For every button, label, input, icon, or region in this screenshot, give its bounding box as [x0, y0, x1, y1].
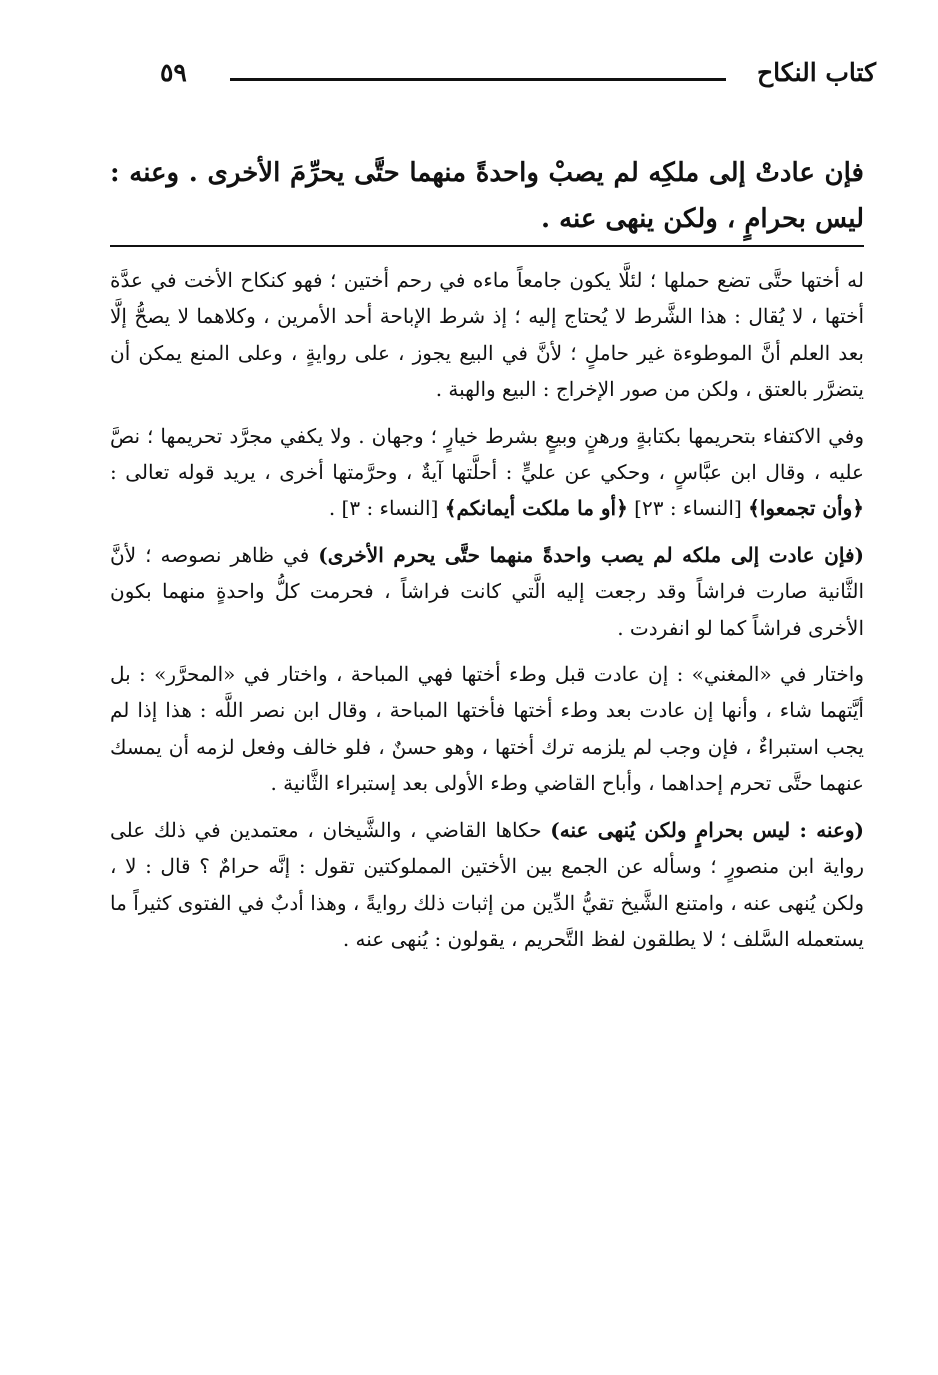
matn-quote-1: (فإن عادت إلى ملكه لم يصب واحدةً منهما حتَّى يحرم الأخرى) — [318, 542, 864, 567]
paragraph-2-text: وفي الاكتفاء بتحريمها بكتابةٍ ورهنٍ وبيعٍ بشرط خيارٍ ؛ وجهان . ولا يكفي مجرَّد تحريمها ؛ نصَّ عليه ، وقال ابن عبَّاسٍ ، وحكي عن عليٍّ : أحلَّتها آيةٌ ، وحرَّمتها أخرى ، يريد قوله تعالى : — [110, 423, 864, 485]
running-title: كتاب النكاح — [757, 58, 876, 87]
header-rule — [230, 78, 726, 81]
matn-line-1: فإن عادتْ إلى ملكِه لم يصبْ واحدةً منهما حتَّى يحرِّمَ الأخرى . وعنه : — [110, 158, 864, 188]
quran-quote-2: ﴿أو ما ملكت أيمانكم﴾ — [444, 496, 628, 521]
matn-line-2: ليس بحرامٍ ، ولكن ينهى عنه . — [540, 204, 864, 234]
page-number: ٥٩ — [160, 58, 187, 87]
commentary-paragraph-4: واختار في «المغني» : إن عادت قبل وطء أختها فهي المباحة ، واختار في «المحرَّر» : بل أيَّتهما شاء ، وأنها إن عادت بعد وطء أختها فأختها المباحة ، وقال ابن نصر اللَّه : هذا إذا لم يجب استبراءٌ ، فإن وجب لم يلزمه ترك أختها ، وهو حسنٌ ، فلو خالف وفعل لزمه أن يمسك عنهما حتَّى تحرم إحداهما ، وأباح القاضي وطء الأولى بعد إستبراء الثَّانية . — [110, 662, 864, 796]
citation-1: [النساء : ٢٣] — [634, 496, 742, 521]
commentary-paragraph-3 — [110, 537, 864, 646]
matn-text — [110, 150, 864, 242]
commentary-paragraph-1: له أختها حتَّى تضع حملها ؛ لئلَّا يكون جامعاً ماءه في رحم أختين ؛ فهو كنكاح الأخت في عدَّة أختها ، لا يُقال : هذا الشَّرط لا يُحتاج إليه ؛ إذ شرط الإباحة أحد الأمرين ، وكلاهما لا يصحُّ إلَّا بعد العلم أنَّ الموطوءة غير حاملٍ ؛ لأنَّ في البيع يجوز ، على روايةٍ ، وعلى المنع يمكن أن يتضرَّر بالعتق ، ولكن من صور الإخراج : البيع والهبة . — [110, 268, 865, 402]
paragraph-5-text: حكاها القاضي ، والشَّيخان ، معتمدين في ذلك على رواية ابن منصورٍ ؛ وسأله عن الجمع بين الأختين المملوكتين تقول : إنَّه حرامٌ ؟ قال : لا ، ولكن يُنهى عنه ، وامتنع الشَّيخ تقيُّ الدِّين من إثبات ذلك روايةً ، وهذا أدبٌ في الفتوى كثيراً ما يستعمله السَّلف ؛ لا يطلقون لفظ التَّحريم ، يقولون : يُنهى عنه . — [110, 817, 865, 951]
commentary-paragraph-2 — [110, 418, 864, 527]
commentary-paragraph-5 — [110, 812, 864, 958]
quran-quote-1: ﴿وأن تجمعوا﴾ — [748, 496, 864, 521]
page-header — [160, 58, 876, 98]
matn-separator — [110, 245, 864, 247]
paragraph-3-text: في ظاهر نصوصه ؛ لأنَّ الثَّانية صارت فراشاً وقد رجعت إليه الَّتي كانت فراشاً ، فحرمت كلُّ واحدةٍ منهما بكون الأخرى فراشاً كما لو انفردت . — [110, 542, 864, 640]
citation-2: [النساء : ٣] . — [328, 496, 439, 521]
matn-quote-2: (وعنه : ليس بحرامٍ ولكن يُنهى عنه) — [550, 817, 865, 842]
commentary — [110, 262, 864, 967]
